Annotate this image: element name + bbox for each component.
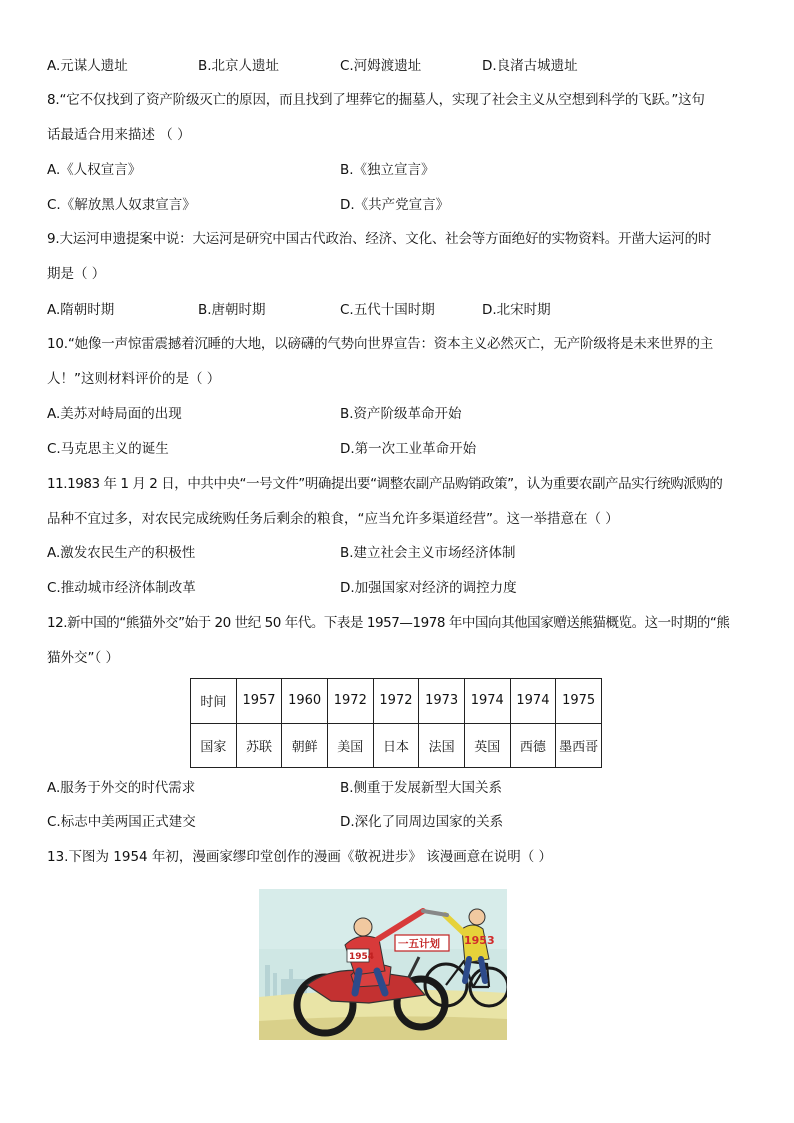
q7-option-b: B.北京人遗址 (198, 58, 280, 74)
table-cell: 时间 (191, 679, 237, 724)
q12-stem-line2: 猫外交”（ ） (47, 650, 120, 666)
table-cell: 1972 (327, 679, 373, 724)
cartoon-illustration (259, 889, 507, 1040)
five-year-plan-sign: 一五计划 (398, 938, 440, 950)
q8-option-a: A.《人权宣言》 (47, 162, 142, 178)
q7-option-c: C.河姆渡遗址 (340, 58, 422, 74)
table-cell: 1974 (510, 679, 556, 724)
table-cell: 1974 (464, 679, 510, 724)
q12-option-c: C.标志中美两国正式建交 (47, 814, 196, 830)
q11-option-d: D.加强国家对经济的调控力度 (340, 580, 517, 596)
q12-stem-line1: 12.新中国的“熊猫外交”始于 20 世纪 50 年代。下表是 1957—1978 年中国向其他国家赠送熊猫概览。这一时期的“熊 (47, 615, 730, 631)
panda-gift-table (190, 678, 602, 768)
q12-option-d: D.深化了同周边国家的关系 (340, 814, 504, 830)
table-cell: 美国 (327, 723, 373, 768)
cyclist-year-label: 1953 (464, 934, 495, 947)
q10-option-a: A.美苏对峙局面的出现 (47, 406, 182, 422)
q8-option-c: C.《解放黑人奴隶宣言》 (47, 197, 196, 213)
q8-stem-line2: 话最适合用来描述 （ ） (47, 127, 191, 143)
q9-option-d: D.北宋时期 (482, 302, 551, 318)
table-cell: 英国 (464, 723, 510, 768)
q7-option-d: D.良渚古城遗址 (482, 58, 578, 74)
q13-stem: 13.下图为 1954 年初，漫画家缪印堂创作的漫画《敬祝进步》 该漫画意在说明（ ） (47, 849, 552, 865)
table-cell: 西德 (510, 723, 556, 768)
table-cell: 1975 (556, 679, 602, 724)
q11-option-c: C.推动城市经济体制改革 (47, 580, 196, 596)
table-cell: 日本 (373, 723, 419, 768)
table-cell: 苏联 (236, 723, 282, 768)
q9-option-a: A.隋朝时期 (47, 302, 115, 318)
table-cell: 法国 (419, 723, 465, 768)
q10-stem-line2: 人！”这则材料评价的是（ ） (47, 371, 221, 387)
rider-year-label: 1954 (349, 952, 375, 962)
q11-stem-line2: 品种不宜过多，对农民完成统购任务后剩余的粮食，“应当允许多渠道经营”。这一举措意在（ ） (47, 511, 619, 527)
q9-option-b: B.唐朝时期 (198, 302, 266, 318)
q10-option-d: D.第一次工业革命开始 (340, 441, 477, 457)
table-cell: 1960 (282, 679, 328, 724)
table-cell: 墨西哥 (556, 723, 602, 768)
q11-option-b: B.建立社会主义市场经济体制 (340, 545, 516, 561)
q12-option-a: A.服务于外交的时代需求 (47, 780, 196, 796)
q11-option-a: A.激发农民生产的积极性 (47, 545, 196, 561)
q9-option-c: C.五代十国时期 (340, 302, 435, 318)
table-cell: 1957 (236, 679, 282, 724)
q11-stem-line1: 11.1983 年 1 月 2 日，中共中央“一号文件”明确提出要“调整农副产品购销政策”，认为重要农副产品实行统购派购的 (47, 476, 723, 492)
table-row-year (191, 679, 602, 724)
q10-stem-line1: 10.“她像一声惊雷震撼着沉睡的大地，以磅礴的气势向世界宣告：资本主义必然灭亡，无产阶级将是未来世界的主 (47, 336, 714, 352)
table-cell: 国家 (191, 723, 237, 768)
q10-option-b: B.资产阶级革命开始 (340, 406, 462, 422)
table-row-country (191, 723, 602, 768)
table-cell: 1973 (419, 679, 465, 724)
q10-option-c: C.马克思主义的诞生 (47, 441, 169, 457)
table-cell: 1972 (373, 679, 419, 724)
q9-stem-line1: 9.大运河申遗提案中说：大运河是研究中国古代政治、经济、文化、社会等方面绝好的实物资料。开凿大运河的时 (47, 231, 712, 247)
q8-option-b: B.《独立宣言》 (340, 162, 435, 178)
table-cell: 朝鲜 (282, 723, 328, 768)
q8-stem-line1: 8.“它不仅找到了资产阶级灭亡的原因，而且找到了埋葬它的掘墓人，实现了社会主义从空想到科学的飞跃。”这句 (47, 92, 705, 108)
q8-option-d: D.《共产党宣言》 (340, 197, 450, 213)
q9-stem-line2: 期是（ ） (47, 266, 106, 282)
q7-option-a: A.元谋人遗址 (47, 58, 128, 74)
q12-option-b: B.侧重于发展新型大国关系 (340, 780, 503, 796)
